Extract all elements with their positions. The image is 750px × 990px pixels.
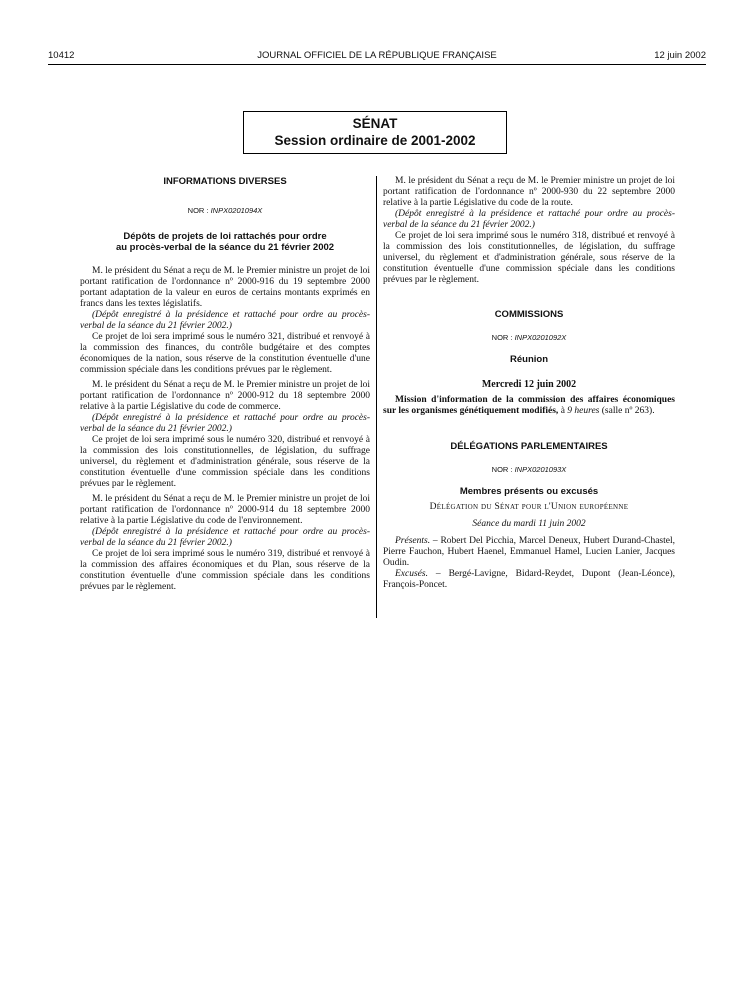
subtitle-depots [80,231,370,253]
delegation-name: Délégation du Sénat pour l'Union européenne [429,502,629,512]
nor-code: INPX0201093X [514,465,567,474]
excused-label: Excusés. [395,569,428,579]
mission-paragraph [383,395,675,417]
nor-code: INPX0201094X [210,206,263,215]
present-list: – Robert Del Picchia, Marcel Deneux, Hubert Durand-Chastel, Pierre Fauchon, Hubert Haenel, Emmanuel Hamel, Lucien Lanier, Jacques Oudin. [383,536,675,568]
nor-reference [383,333,675,343]
paragraph: Ce projet de loi sera imprimé sous le numéro 320, distribué et renvoyé à la commission des lois constitutionnelles, de législation, du suffrage universel, du règlement et d'administration générale, sous réserve de la constitution éventuelle d'une commission spéciale dans les conditions prévues par le règlement. [80,435,370,489]
nor-label: NOR : [491,465,515,474]
mission-time: 9 heures [567,406,600,416]
mission-room: (salle nº 263). [599,406,655,416]
nor-label: NOR : [491,333,515,342]
section-title-informations: INFORMATIONS DIVERSES [163,176,287,187]
deposit-note: (Dépôt enregistré à la présidence et rattaché pour ordre au procès-verbal de la séance du 21 février 2002.) [383,209,675,230]
left-column [80,176,370,593]
paragraph: M. le président du Sénat a reçu de M. le Premier ministre un projet de loi portant ratification de l'ordonnance nº 2000-912 du 18 septembre 2000 relative à la partie Législative du code de commerce. [80,380,370,412]
chamber-title-box [243,111,507,154]
page-header [48,50,706,64]
section-title-commissions: COMMISSIONS [494,309,564,320]
paragraph: M. le président du Sénat a reçu de M. le Premier ministre un projet de loi portant ratification de l'ordonnance nº 2000-916 du 19 septembre 2000 portant adaptation de la valeur en euros de certains montants exprimés en francs dans les textes législatifs. [80,266,370,309]
session-name: Session ordinaire de 2001-2002 [274,133,476,148]
header-rule [48,64,706,65]
nor-code: INPX0201092X [514,333,567,342]
mission-name: Mission d'information de la commission des affaires économiques sur les organismes génétiquement modifiés, [383,395,675,416]
session-line: Séance du mardi 11 juin 2002 [472,519,586,529]
excused-members [383,569,675,591]
nor-reference [383,465,675,475]
paragraph: Ce projet de loi sera imprimé sous le numéro 321, distribué et renvoyé à la commission des finances, du contrôle budgétaire et des comptes économiques de la nation, sous réserve de la constitution éventuelle d'une commission spéciale dans les conditions prévues par le règlement. [80,332,370,375]
present-label: Présents. [395,536,431,546]
deposit-note: (Dépôt enregistré à la présidence et rattaché pour ordre au procès-verbal de la séance du 21 février 2002.) [80,413,370,434]
present-members [383,536,675,569]
members-title: Membres présents ou excusés [459,486,599,497]
paragraph: Ce projet de loi sera imprimé sous le numéro 319, distribué et renvoyé à la commission des affaires économiques et du Plan, sous réserve de la constitution éventuelle d'une commission spéciale dans les conditions prévues par le règlement. [80,549,370,592]
paragraph: M. le président du Sénat a reçu de M. le Premier ministre un projet de loi portant ratification de l'ordonnance nº 2000-930 du 22 septembre 2000 relative à la partie Législative du code de la route. [383,176,675,208]
subtitle-line: Dépôts de projets de loi rattachés pour ordre [123,231,327,242]
excused-list: – Bergé-Lavigne, Bidard-Reydet, Dupont (Jean-Léonce), François-Poncet. [383,569,675,590]
deposit-note: (Dépôt enregistré à la présidence et rattaché pour ordre au procès-verbal de la séance du 21 février 2002.) [80,527,370,548]
deposit-note: (Dépôt enregistré à la présidence et rattaché pour ordre au procès-verbal de la séance du 21 février 2002.) [80,310,370,331]
right-column [383,176,675,591]
paragraph: M. le président du Sénat a reçu de M. le Premier ministre un projet de loi portant ratification de l'ordonnance nº 2000-914 du 18 septembre 2000 relative à la partie Législative du code de l'environnement. [80,494,370,526]
journal-title: JOURNAL OFFICIEL DE LA RÉPUBLIQUE FRANÇAISE [257,50,497,61]
issue-date: 12 juin 2002 [654,50,706,61]
section-title-delegations: DÉLÉGATIONS PARLEMENTAIRES [450,441,608,452]
subtitle-line: au procès-verbal de la séance du 21 février 2002 [115,242,335,253]
reunion-title: Réunion [510,354,548,365]
left-body [80,266,370,593]
mission-at: à [558,406,568,416]
nor-label: NOR : [187,206,211,215]
meeting-date: Mercredi 12 juin 2002 [481,379,577,390]
paragraph: Ce projet de loi sera imprimé sous le numéro 318, distribué et renvoyé à la commission des lois constitutionnelles, de législation, du suffrage universel, du règlement et d'administration générale, sous réserve de la constitution éventuelle d'une commission spéciale dans les conditions prévues par le règlement. [383,231,675,285]
column-divider [376,176,377,618]
nor-reference [80,206,370,216]
page-number: 10412 [48,50,75,61]
chamber-name: SÉNAT [352,116,398,131]
